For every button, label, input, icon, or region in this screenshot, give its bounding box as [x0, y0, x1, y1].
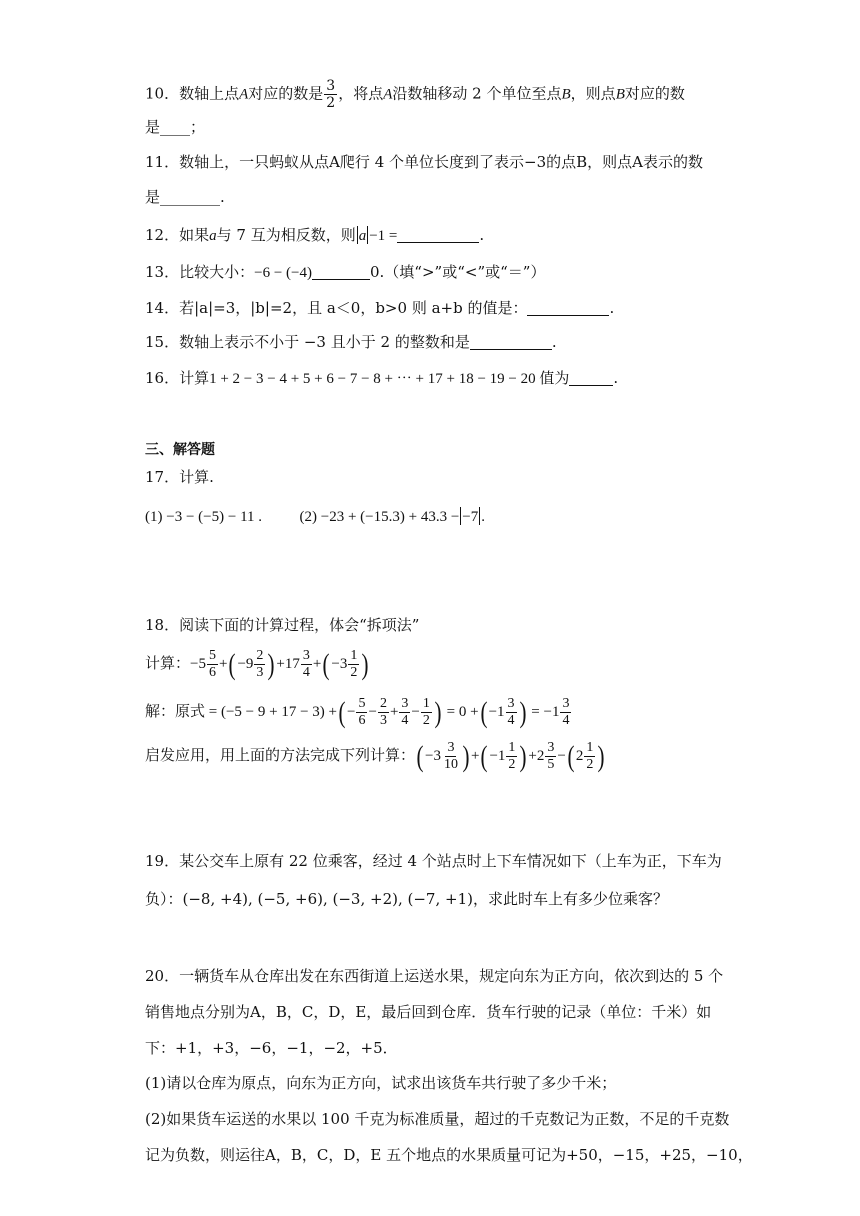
q16-text: 计算1 + 2 − 3 − 4 + 5 + 6 − 7 − 8 + ⋯ + 17 + 18 − 19 − 20 值为 — [179, 371, 570, 387]
question-number: 20． — [145, 967, 180, 985]
fraction-num: 2 — [379, 696, 387, 711]
section-heading: 三、解答题 — [145, 442, 215, 458]
q19-text: 某公交车上原有 22 位乘客，经过 4 个站点时上下车情况如下（上车为正，下车为 — [179, 852, 722, 870]
var-a: a — [209, 228, 217, 244]
q10-text: 对应的数 — [624, 84, 685, 103]
paren-open: ( — [567, 739, 575, 773]
mixed-whole: −3 — [425, 747, 441, 764]
q15-line — [145, 332, 557, 352]
fraction — [442, 740, 460, 773]
mixed-whole: 2 — [536, 747, 545, 764]
q13-line — [145, 262, 545, 283]
fraction-den: 3 — [256, 665, 264, 680]
paren-close: ) — [462, 739, 470, 773]
q10-text: ，将点 — [338, 84, 384, 103]
answer-blank — [470, 333, 552, 350]
q17-part2: (2) −23 + (−15.3) + 43.3 − — [299, 509, 460, 525]
fraction-den: 4 — [507, 713, 515, 728]
fraction — [356, 696, 367, 729]
fraction-num: 3 — [326, 78, 336, 94]
q20-line1 — [145, 966, 723, 986]
q20-text: 一辆货车从仓库出发在东西街道上运送水果，规定向东为正方向，依次到达的 5 个 — [179, 967, 724, 985]
var-b: B — [615, 86, 625, 103]
q12-expr: −1 = — [369, 228, 398, 244]
q15-text: 数轴上表示不小于 −3 且小于 2 的整数和是 — [179, 333, 470, 351]
answer-blank — [397, 226, 479, 243]
mixed-whole: −1 — [488, 703, 505, 720]
fraction — [421, 696, 432, 729]
q11-line2: 是________. — [145, 188, 225, 206]
q17-line — [145, 467, 214, 487]
question-number: 14． — [145, 299, 180, 317]
q17-abs-value: −7 — [462, 509, 479, 525]
fraction-num: 5 — [208, 648, 216, 663]
fraction-num: 3 — [302, 648, 310, 663]
period: . — [479, 226, 485, 244]
solution-final: = −1 — [531, 703, 560, 720]
fraction-den: 2 — [508, 757, 516, 772]
fraction-num: 3 — [447, 740, 455, 755]
q17-text: 计算. — [179, 468, 214, 486]
q18-line — [145, 615, 419, 635]
answer-blank — [569, 369, 613, 386]
fraction-num: 3 — [562, 696, 570, 711]
mixed-whole: −1 — [489, 747, 506, 764]
fraction-3-2 — [324, 78, 337, 111]
apply-text: 启发应用，用上面的方法完成下列计算： — [145, 747, 416, 764]
solution-label: 解：原式 = — [145, 703, 218, 720]
mixed-whole: −3 — [331, 655, 348, 672]
fraction-den: 5 — [547, 757, 555, 772]
paren-close: ) — [519, 739, 527, 773]
q19-line1 — [145, 851, 722, 871]
q13-text: 比较大小： — [179, 263, 255, 281]
fraction — [506, 740, 517, 773]
paren-close: ) — [519, 695, 527, 729]
q10-text: ，则点 — [570, 84, 616, 103]
paren-close: ) — [597, 739, 605, 773]
fraction-num: 1 — [508, 740, 516, 755]
q13-text: 0.（填“>”或“<”或“＝”） — [369, 263, 546, 281]
q17-parts — [145, 507, 485, 527]
mixed-whole: 2 — [575, 747, 584, 764]
period: . — [609, 299, 615, 317]
paren-close: ) — [267, 647, 275, 681]
question-number: 10． — [145, 84, 180, 103]
fraction-num: 3 — [507, 696, 515, 711]
q17-part1: (1) −3 − (−5) − 11 . — [145, 509, 263, 525]
paren-close: ) — [361, 647, 369, 681]
q14-text: 若|a|=3，|b|=2，且 a＜0，b>0 则 a+b 的值是： — [179, 299, 528, 317]
q10-text: 数轴上点 — [179, 84, 240, 103]
answer-blank — [527, 299, 609, 316]
question-number: 16． — [145, 369, 180, 387]
q20-line2: 销售地点分别为A，B，C，D，E，最后回到仓库．货车行驶的记录（单位：千米）如 — [145, 1003, 712, 1021]
fraction-den: 4 — [302, 665, 310, 680]
fraction — [506, 696, 517, 729]
q18-calc: 计算：−5 $\frac{5}{6}$ +( −9 $\frac{2}{3}$ ) +17 $\frac{3}{4}$ +( −3 $\frac{1}{2}$ ) — [145, 647, 369, 681]
fraction-den: 10 — [443, 757, 458, 772]
fraction-num: 1 — [350, 648, 358, 663]
fraction-den: 2 — [586, 757, 594, 772]
q18-solution: 解：原式 = (−5 − 9 + 17 − 3) +( − $\frac{5}{6}$ − $\frac{2}{3}$ + $\frac{3}{4}$ − $\frac{1}{2}$ ) = 0 +( −1 $\frac{3}{4}$ ) = −1 $\frac{3}{4}$ — [145, 695, 570, 729]
fraction — [545, 740, 556, 773]
q20-part2b: 记为负数，则运往A，B，C，D，E 五个地点的水果质量可记为+50，−15，+25，−10， — [145, 1146, 753, 1164]
fraction — [378, 696, 389, 729]
fraction-den: 2 — [326, 95, 336, 111]
q19-line2: 负）：(−8, +4), (−5, +6), (−3, +2), (−7, +1)，求此时车上有多少位乘客？ — [145, 890, 668, 908]
mixed-whole: 17 — [284, 655, 300, 672]
q18-apply: 启发应用，用上面的方法完成下列计算：( −3 $\frac{3}{10}$ ) +( −1 $\frac{1}{2}$ ) +2 $\frac{3}{5}$ −( 2 $\frac{1}{2}$ ) — [145, 739, 605, 773]
question-number: 17． — [145, 468, 180, 486]
q10-text: 对应的数是 — [248, 84, 324, 103]
fraction — [560, 696, 571, 729]
fraction — [584, 740, 595, 773]
paren-open: ( — [322, 647, 330, 681]
fraction — [348, 648, 359, 681]
q20-part1: (1)请以仓库为原点，向东为正方向，试求出该货车共行驶了多少千米； — [145, 1074, 617, 1092]
question-number: 18． — [145, 616, 180, 634]
paren-open: ( — [480, 739, 488, 773]
var-a: A — [383, 86, 393, 103]
mixed-whole: −9 — [237, 655, 254, 672]
q10-line2: 是____； — [145, 118, 206, 136]
fraction-den: 2 — [422, 713, 430, 728]
fraction — [254, 648, 265, 681]
solution-integers: (−5 − 9 + 17 − 3) + — [220, 703, 338, 720]
paren-close: ) — [434, 695, 442, 729]
q16-line — [145, 368, 618, 389]
q11-text: 数轴上，一只蚂蚁从点A爬行 4 个单位长度到了表示−3的点B，则点A表示的数 — [179, 153, 703, 171]
period: . — [613, 369, 619, 387]
calc-label: 计算： — [145, 655, 191, 672]
q10-line1 — [145, 78, 685, 111]
paren-open: ( — [338, 695, 346, 729]
fraction — [207, 648, 218, 681]
fraction-den: 3 — [379, 713, 387, 728]
fraction-num: 2 — [256, 648, 264, 663]
q12-text: 与 7 互为相反数，则 — [216, 226, 356, 244]
q20-part2a: (2)如果货车运送的水果以 100 千克为标准质量，超过的千克数记为正数，不足的千克数 — [145, 1110, 730, 1128]
abs-bar — [357, 226, 358, 244]
var-a: A — [239, 86, 249, 103]
answer-blank — [312, 263, 370, 280]
mixed-whole: −5 — [190, 655, 206, 672]
q13-expr: −6 − (−4) — [254, 265, 312, 281]
q12-text: 如果 — [179, 226, 210, 244]
fraction-num: 5 — [358, 696, 366, 711]
paren-open: ( — [416, 739, 424, 773]
fraction-num: 1 — [422, 696, 430, 711]
q10-text: 沿数轴移动 2 个单位至点 — [392, 84, 562, 103]
q14-line — [145, 298, 614, 318]
q18-intro: 阅读下面的计算过程，体会“拆项法” — [179, 616, 420, 634]
q11-line1 — [145, 152, 703, 172]
var-a: a — [358, 228, 367, 244]
period: . — [551, 333, 557, 351]
fraction-den: 2 — [350, 665, 358, 680]
question-number: 15． — [145, 333, 180, 351]
q12-line — [145, 225, 484, 246]
fraction — [301, 648, 312, 681]
fraction-den: 4 — [401, 713, 409, 728]
fraction — [399, 696, 410, 729]
question-number: 12． — [145, 226, 180, 244]
question-number: 11． — [145, 153, 180, 171]
question-number: 13． — [145, 263, 180, 281]
solution-step: = 0 + — [446, 703, 479, 720]
fraction-den: 6 — [208, 665, 216, 680]
question-number: 19． — [145, 852, 180, 870]
fraction-num: 1 — [586, 740, 594, 755]
paren-open: ( — [228, 647, 236, 681]
period: . — [481, 509, 486, 525]
var-b: B — [561, 86, 571, 103]
fraction-num: 3 — [401, 696, 409, 711]
fraction-den: 4 — [562, 713, 570, 728]
fraction-den: 6 — [358, 713, 366, 728]
q20-line3: 下：+1，+3，−6，−1，−2，+5． — [145, 1039, 398, 1057]
paren-open: ( — [480, 695, 488, 729]
fraction-num: 3 — [547, 740, 555, 755]
